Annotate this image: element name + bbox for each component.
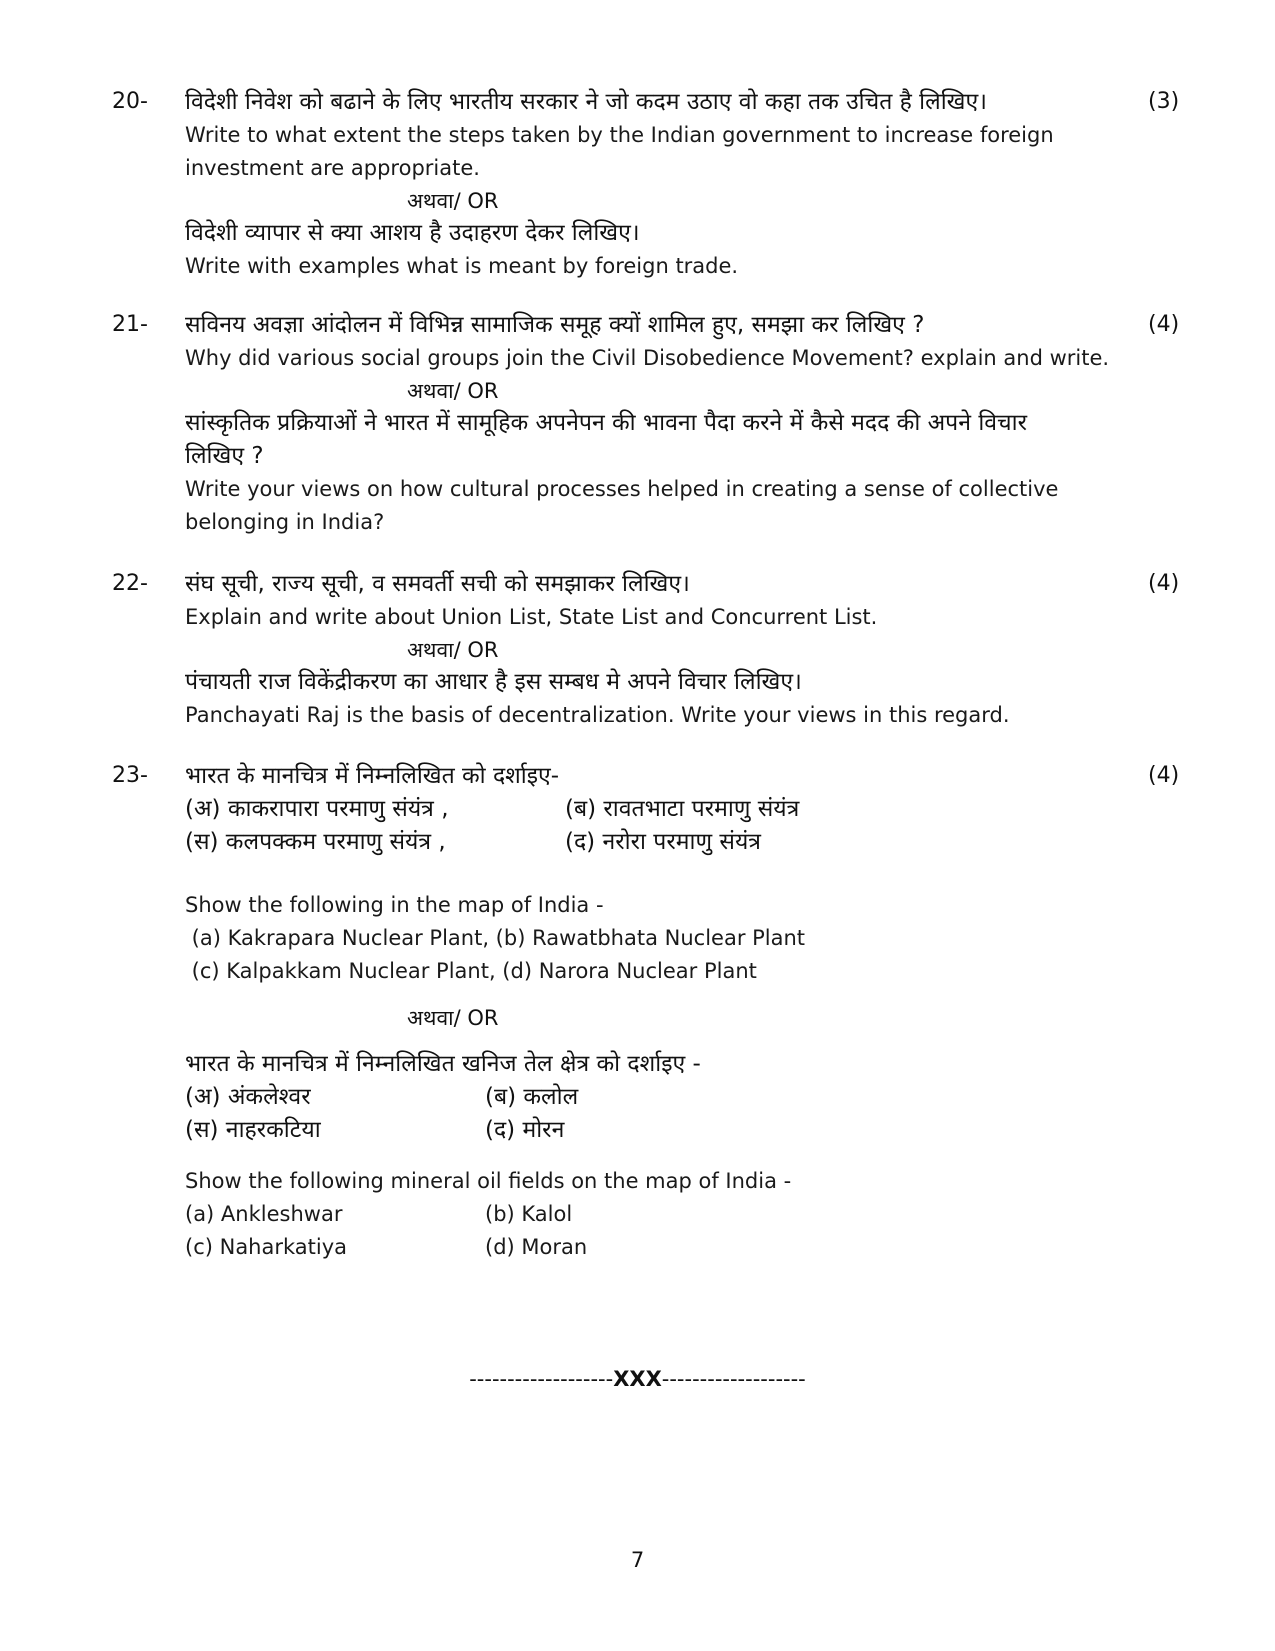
question-english-line: Write to what extent the steps taken by the Indian government to increase foreign bbox=[185, 123, 1054, 147]
list-item: (ब) कलोल bbox=[485, 1084, 579, 1110]
or-label: अथवा/ OR bbox=[407, 189, 499, 213]
question-english-line: Why did various social groups join the Civil Disobedience Movement? explain and write. bbox=[185, 346, 1110, 370]
alt-question-hindi: भारत के मानचित्र में निम्नलिखित खनिज तेल क्षेत्र को दर्शाइए - bbox=[185, 1051, 701, 1077]
list-item: (c) Kalpakkam Nuclear Plant, (d) Narora Nuclear Plant bbox=[185, 959, 757, 983]
list-item: (द) मोरन bbox=[485, 1117, 565, 1143]
or-label: अथवा/ OR bbox=[407, 379, 499, 403]
list-item: (अ) काकरापारा परमाणु संयंत्र , bbox=[185, 796, 449, 822]
question-body bbox=[185, 86, 1145, 283]
list-item: (a) Kakrapara Nuclear Plant, (b) Rawatbhata Nuclear Plant bbox=[185, 926, 806, 950]
end-marker-text: XXX bbox=[613, 1367, 662, 1391]
question-marks: (4) bbox=[1148, 312, 1180, 337]
question-body bbox=[185, 568, 1145, 732]
question-hindi: संघ सूची, राज्य सूची, व समवर्ती सची को समझाकर लिखिए। bbox=[185, 571, 690, 597]
alt-question-english-line: Write your views on how cultural processes helped in creating a sense of collective bbox=[185, 477, 1059, 501]
end-marker bbox=[0, 1364, 1275, 1394]
end-marker-dashes-left: ------------------- bbox=[469, 1367, 614, 1391]
end-marker-dashes-right: ------------------- bbox=[661, 1367, 806, 1391]
question-body bbox=[185, 309, 1145, 539]
page-number: 7 bbox=[630, 1548, 645, 1572]
list-item: (b) Kalol bbox=[485, 1202, 573, 1226]
list-item-row bbox=[185, 1231, 1145, 1264]
list-item-row bbox=[185, 1081, 1145, 1114]
list-item: (ब) रावतभाटा परमाणु संयंत्र bbox=[565, 796, 800, 822]
alt-question-hindi-line: लिखिए ? bbox=[185, 443, 264, 469]
question-marks: (3) bbox=[1148, 89, 1180, 114]
list-item-row bbox=[185, 826, 1145, 859]
list-item: (अ) अंकलेश्वर bbox=[185, 1084, 311, 1110]
question-number: 22- bbox=[112, 571, 148, 596]
question-number: 20- bbox=[112, 89, 148, 114]
question-body bbox=[185, 760, 1145, 1264]
question-hindi: सविनय अवज्ञा आंदोलन में विभिन्न सामाजिक समूह क्यों शामिल हुए, समझा कर लिखिए ? bbox=[185, 312, 925, 338]
question-marks: (4) bbox=[1148, 571, 1180, 596]
alt-question-hindi: पंचायती राज विकेंद्रीकरण का आधार है इस सम्बध मे अपने विचार लिखिए। bbox=[185, 669, 802, 695]
question-number: 21- bbox=[112, 312, 148, 337]
question-number: 23- bbox=[112, 763, 148, 788]
alt-question-english: Show the following mineral oil fields on the map of India - bbox=[185, 1169, 792, 1193]
question-marks: (4) bbox=[1148, 763, 1180, 788]
question-english-line: Explain and write about Union List, State List and Concurrent List. bbox=[185, 605, 878, 629]
list-item: (d) Moran bbox=[485, 1235, 588, 1259]
list-item: (स) नाहरकटिया bbox=[185, 1117, 321, 1143]
question-hindi: विदेशी निवेश को बढाने के लिए भारतीय सरकार ने जो कदम उठाए वो कहा तक उचित है लिखिए। bbox=[185, 89, 987, 115]
list-item: (स) कलपक्कम परमाणु संयंत्र , bbox=[185, 829, 446, 855]
list-item-row bbox=[185, 793, 1145, 826]
or-label: अथवा/ OR bbox=[407, 1006, 499, 1030]
list-item: (द) नरोरा परमाणु संयंत्र bbox=[565, 829, 761, 855]
list-item: (c) Naharkatiya bbox=[185, 1235, 348, 1259]
question-english-line: investment are appropriate. bbox=[185, 156, 480, 180]
list-item-row bbox=[185, 1198, 1145, 1231]
question-hindi: भारत के मानचित्र में निम्नलिखित को दर्शाइए- bbox=[185, 763, 560, 789]
list-item-row bbox=[185, 1114, 1145, 1147]
alt-question-english: Panchayati Raj is the basis of decentralization. Write your views in this regard. bbox=[185, 703, 1010, 727]
question-english: Show the following in the map of India - bbox=[185, 893, 604, 917]
or-label: अथवा/ OR bbox=[407, 638, 499, 662]
alt-question-hindi-line: सांस्कृतिक प्रक्रियाओं ने भारत में सामूहिक अपनेपन की भावना पैदा करने में कैसे मदद की अपने विचार bbox=[185, 410, 1028, 436]
alt-question-english: Write with examples what is meant by foreign trade. bbox=[185, 254, 739, 278]
alt-question-hindi: विदेशी व्यापार से क्या आशय है उदाहरण देकर लिखिए। bbox=[185, 220, 640, 246]
alt-question-english-line: belonging in India? bbox=[185, 510, 385, 534]
list-item: (a) Ankleshwar bbox=[185, 1202, 343, 1226]
